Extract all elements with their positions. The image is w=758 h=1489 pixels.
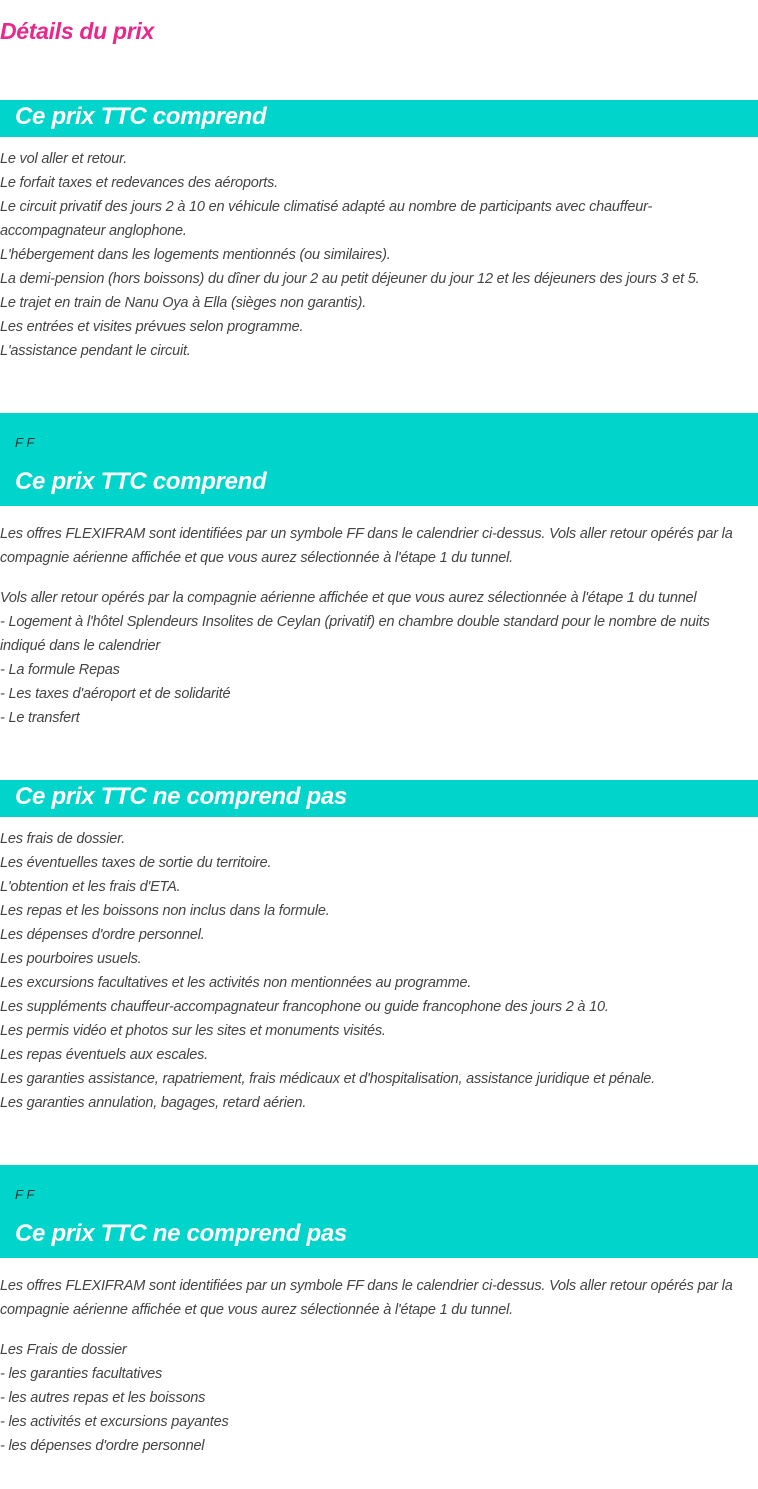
ff-badge: F F <box>15 435 35 450</box>
section-includes-heading: Ce prix TTC comprend <box>15 103 267 130</box>
list-item: Les repas éventuels aux escales. <box>0 1047 209 1063</box>
list-item: L'hébergement dans les logements mentionnés (ou similaires). <box>0 247 391 263</box>
list-item: - les autres repas et les boissons <box>0 1390 206 1406</box>
text-line: Les offres FLEXIFRAM sont identifiées par un symbole FF dans le calendrier ci-dessus. Vols aller retour opérés par la <box>0 526 733 542</box>
list-item: Le forfait taxes et redevances des aéroports. <box>0 175 278 191</box>
list-item: indiqué dans le calendrier <box>0 638 161 654</box>
list-item: - Le transfert <box>0 710 80 726</box>
text-line: compagnie aérienne affichée et que vous aurez sélectionnée à l'étape 1 du tunnel. <box>0 550 513 566</box>
list-item: - les dépenses d'ordre personnel <box>0 1438 205 1454</box>
section-includes-ff-heading: Ce prix TTC comprend <box>15 468 267 495</box>
list-item: Le vol aller et retour. <box>0 151 128 167</box>
section-excludes-list <box>0 827 758 1115</box>
list-item: Vols aller retour opérés par la compagnie aérienne affichée et que vous aurez sélectionnée à l'étape 1 du tunnel <box>0 590 697 606</box>
list-item: - La formule Repas <box>0 662 120 678</box>
list-item: Les suppléments chauffeur-accompagnateur francophone ou guide francophone des jours 2 à 10. <box>0 999 609 1015</box>
section-excludes-ff-banner <box>0 1165 758 1258</box>
list-item: La demi-pension (hors boissons) du dîner du jour 2 au petit déjeuner du jour 12 et les déjeuners des jours 3 et 5. <box>0 271 700 287</box>
list-item: Les garanties annulation, bagages, retard aérien. <box>0 1095 307 1111</box>
list-item: - les activités et excursions payantes <box>0 1414 229 1430</box>
section-excludes-heading: Ce prix TTC ne comprend pas <box>15 783 347 810</box>
list-item: Les dépenses d'ordre personnel. <box>0 927 205 943</box>
list-item: accompagnateur anglophone. <box>0 223 187 239</box>
list-item: L'assistance pendant le circuit. <box>0 343 191 359</box>
list-item: Les excursions facultatives et les activités non mentionnées au programme. <box>0 975 472 991</box>
section-includes-ff-text <box>0 522 758 730</box>
list-item: Le circuit privatif des jours 2 à 10 en véhicule climatisé adapté au nombre de participants avec chauffeur- <box>0 199 653 215</box>
ff-badge: F F <box>15 1187 35 1202</box>
list-item: Les pourboires usuels. <box>0 951 142 967</box>
section-excludes-ff-text <box>0 1274 758 1458</box>
list-item: Les Frais de dossier <box>0 1342 127 1358</box>
list-item: - les garanties facultatives <box>0 1366 163 1382</box>
list-item: L'obtention et les frais d'ETA. <box>0 879 181 895</box>
ff-intro-paragraph <box>0 522 758 570</box>
section-includes-ff-banner <box>0 413 758 506</box>
list-item: - Les taxes d'aéroport et de solidarité <box>0 686 231 702</box>
list-item: Les repas et les boissons non inclus dans la formule. <box>0 903 330 919</box>
list-item: Les frais de dossier. <box>0 831 126 847</box>
section-excludes-ff-heading: Ce prix TTC ne comprend pas <box>15 1220 347 1247</box>
text-line: compagnie aérienne affichée et que vous aurez sélectionnée à l'étape 1 du tunnel. <box>0 1302 513 1318</box>
ff-intro-paragraph <box>0 1274 758 1322</box>
list-item: Les garanties assistance, rapatriement, frais médicaux et d'hospitalisation, assistance juridique et pénale. <box>0 1071 655 1087</box>
section-includes-banner <box>0 100 758 137</box>
list-item: Les permis vidéo et photos sur les sites et monuments visités. <box>0 1023 386 1039</box>
page-title: Détails du prix <box>0 18 154 44</box>
section-includes-list <box>0 147 758 363</box>
section-excludes-banner <box>0 780 758 817</box>
list-item: Les entrées et visites prévues selon programme. <box>0 319 304 335</box>
list-item: - Logement à l'hôtel Splendeurs Insolites de Ceylan (privatif) en chambre double standard pour le nombre de nuits <box>0 614 710 630</box>
text-line: Les offres FLEXIFRAM sont identifiées par un symbole FF dans le calendrier ci-dessus. Vols aller retour opérés par la <box>0 1278 733 1294</box>
list-item: Les éventuelles taxes de sortie du territoire. <box>0 855 272 871</box>
list-item: Le trajet en train de Nanu Oya à Ella (sièges non garantis). <box>0 295 367 311</box>
